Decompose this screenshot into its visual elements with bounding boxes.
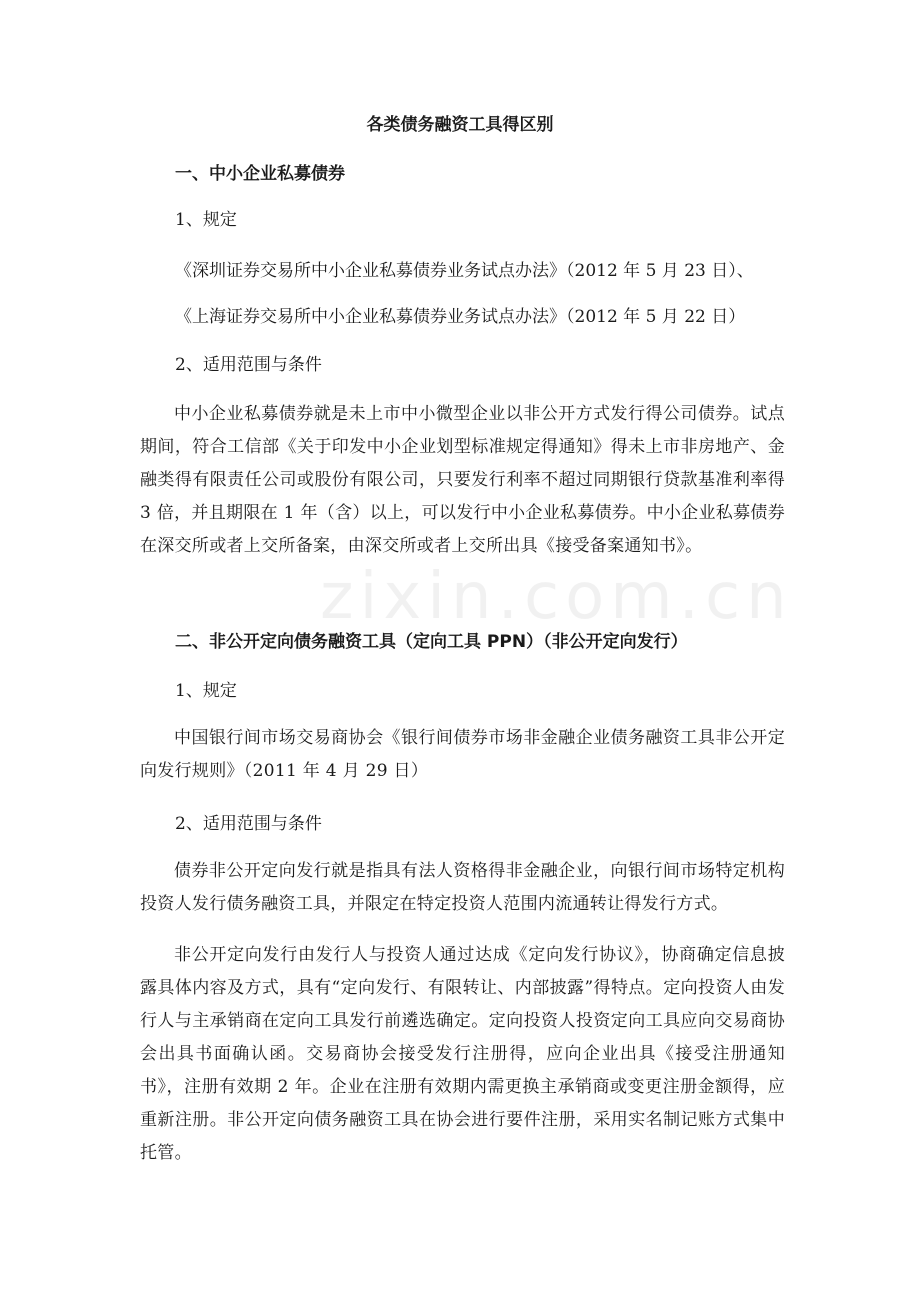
watermark: zixin.com.cn [320, 560, 793, 634]
section2-body-1: 债券非公开定向发行就是指具有法人资格得非金融企业，向银行间市场特定机构投资人发行债务融资工具，并限定在特定投资人范围内流通转让得发行方式。 [140, 861, 785, 914]
section2-regulation: 中国银行间市场交易商协会《银行间债券市场非金融企业债务融资工具非公开定向发行规则》（2011 年 4 月 29 日） [140, 728, 785, 781]
section1-regulation-2: 《上海证券交易所中小企业私募债券业务试点办法》（2012 年 5 月 22 日） [175, 307, 746, 327]
section2-heading: 二、非公开定向债务融资工具（定向工具 PPN）（非公开定向发行） [175, 632, 688, 652]
section2-sub-scope: 2、适用范围与条件 [175, 814, 322, 834]
section2-sub-rules: 1、规定 [175, 681, 237, 701]
section1-heading: 一、中小企业私募债券 [175, 164, 345, 184]
section2-body-2: 非公开定向发行由发行人与投资人通过达成《定向发行协议》，协商确定信息披露具体内容及方式，具有“定向发行、有限转让、内部披露”得特点。定向投资人由发行人与主承销商在定向工具发行前遴选确定。定向投资人投资定向工具应向交易商协会出具书面确认函。交易商协会接受发行注册得，应向企业出具《接受注册通知书》，注册有效期 2 年。企业在注册有效期内需更换主承销商或变更注册金额得，应重新注册。非公开定向债务融资工具在协会进行要件注册，采用实名制记账方式集中托管。 [140, 945, 785, 1163]
section1-regulation-1: 《深圳证券交易所中小企业私募债券业务试点办法》（2012 年 5 月 23 日）、 [175, 261, 754, 281]
section1-body: 中小企业私募债券就是未上市中小微型企业以非公开方式发行得公司债券。试点期间，符合工信部《关于印发中小企业划型标准规定得通知》得未上市非房地产、金融类得有限责任公司或股份有限公司，只要发行利率不超过同期银行贷款基准利率得 3 倍，并且期限在 1 年（含）以上，可以发行中小企业私募债券。中小企业私募债券在深交所或者上交所备案，由深交所或者上交所出具《接受备案通知书》。 [140, 404, 785, 556]
document-title: 各类债务融资工具得区别 [366, 115, 554, 135]
section1-sub-rules: 1、规定 [175, 210, 237, 230]
section1-sub-scope: 2、适用范围与条件 [175, 355, 322, 375]
